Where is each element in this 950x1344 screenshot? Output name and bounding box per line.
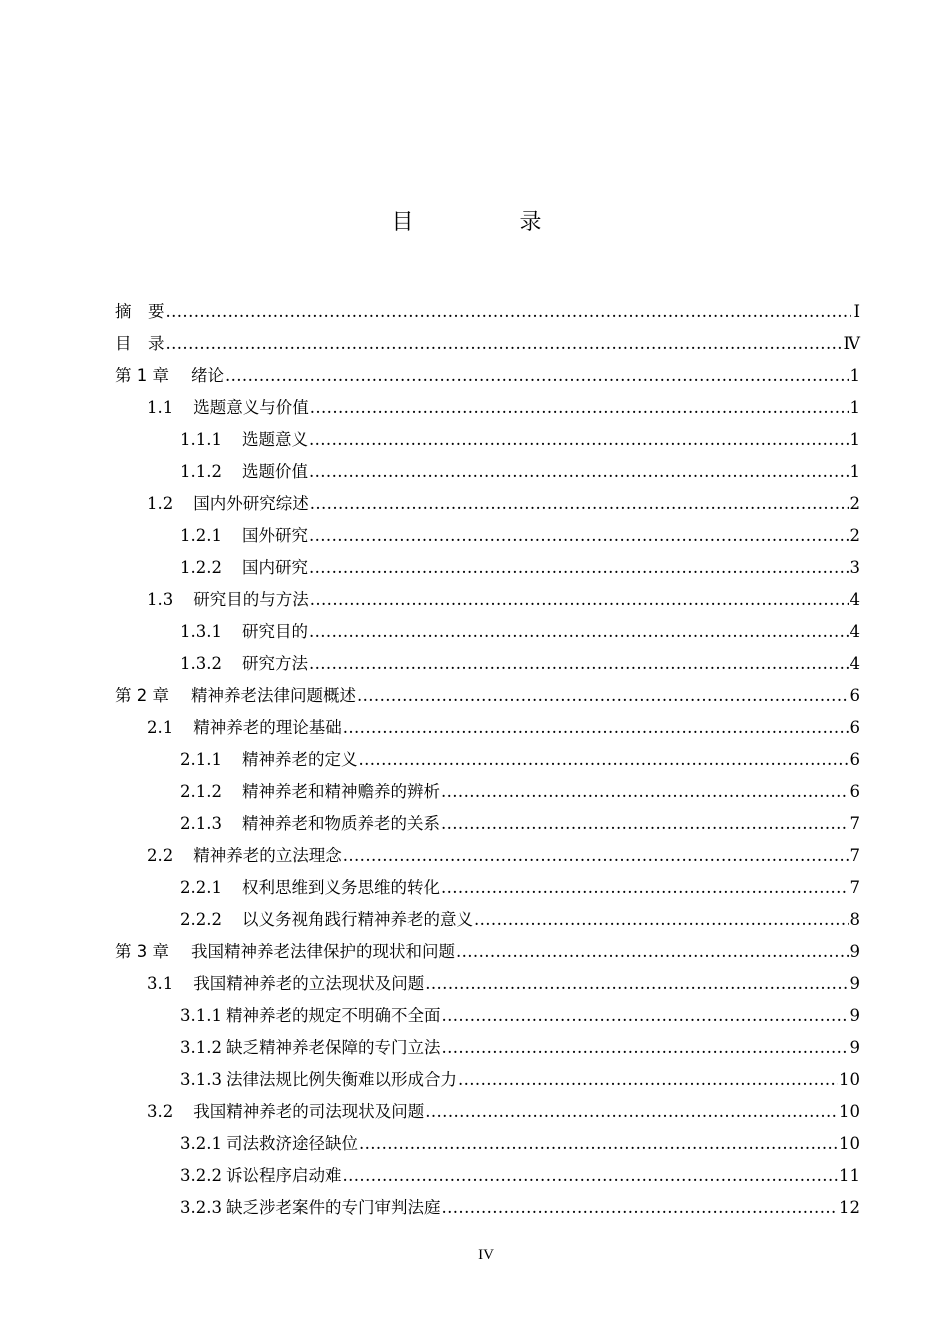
dot-leader [458, 1070, 838, 1089]
toc-entry-label: 权利思维到义务思维的转化 [241, 878, 440, 897]
dot-leader [441, 878, 849, 897]
table-of-contents [115, 298, 860, 1226]
toc-title: 目 录 [391, 210, 584, 235]
toc-entry-label: 国外研究 [241, 526, 308, 545]
dot-leader [309, 622, 849, 641]
toc-entry-label: 选题价值 [241, 462, 308, 481]
toc-entry-page: 1 [849, 366, 860, 385]
toc-entry[interactable] [115, 778, 860, 810]
toc-entry[interactable] [115, 1194, 860, 1226]
toc-entry-number: 2.1.3 [180, 814, 222, 833]
toc-entry-page: 10 [839, 1134, 860, 1153]
toc-entry-page: 10 [839, 1070, 860, 1089]
toc-entry-number: 3.1.1 [180, 1006, 222, 1025]
toc-entry[interactable] [115, 1130, 860, 1162]
dot-leader [359, 1134, 838, 1153]
dot-leader [441, 814, 849, 833]
dot-leader [310, 494, 849, 513]
dot-leader [309, 462, 849, 481]
toc-entry-number: 第 2 章 [115, 686, 169, 705]
toc-entry-page: 4 [849, 654, 860, 673]
toc-entry-number: 第 3 章 [115, 942, 169, 961]
toc-entry-label: 选题意义与价值 [193, 398, 309, 417]
toc-entry[interactable] [115, 970, 860, 1002]
toc-entry[interactable] [115, 650, 860, 682]
toc-entry[interactable] [115, 1098, 860, 1130]
toc-entry-number: 2.1.2 [180, 782, 222, 801]
toc-entry[interactable] [115, 618, 860, 650]
dot-leader [310, 590, 849, 609]
toc-entry-label: 法律法规比例失衡难以形成合力 [225, 1070, 457, 1089]
toc-entry-page: 9 [849, 1038, 860, 1057]
toc-entry-page: 9 [849, 974, 860, 993]
toc-entry-page: 11 [839, 1166, 860, 1185]
toc-entry-label: 精神养老和物质养老的关系 [241, 814, 440, 833]
toc-entry[interactable] [115, 1162, 860, 1194]
toc-entry[interactable] [115, 522, 860, 554]
dot-leader [166, 302, 852, 321]
dot-leader [343, 718, 849, 737]
toc-entry-page: 4 [849, 622, 860, 641]
toc-entry-page: 7 [849, 846, 860, 865]
toc-entry[interactable] [115, 298, 860, 330]
dot-leader [358, 750, 848, 769]
toc-entry-label: 选题意义 [241, 430, 308, 449]
toc-entry-label: 精神养老和精神赡养的辨析 [241, 782, 440, 801]
dot-leader [310, 398, 849, 417]
toc-entry-page: 9 [849, 1006, 860, 1025]
toc-entry-number: 1.2.1 [180, 526, 222, 545]
toc-entry-page: 12 [839, 1198, 860, 1217]
toc-entry-page: 1 [849, 430, 860, 449]
dot-leader [309, 526, 849, 545]
toc-entry-label: 诉讼程序启动难 [225, 1166, 342, 1185]
dot-leader [225, 366, 849, 385]
toc-entry-label: 精神养老的立法理念 [193, 846, 342, 865]
toc-entry-page: 6 [849, 686, 860, 705]
toc-entry-page: 7 [849, 814, 860, 833]
toc-entry[interactable] [115, 330, 860, 362]
toc-entry-number: 3.2 [147, 1102, 174, 1121]
dot-leader [357, 686, 849, 705]
toc-entry-number: 3.2.3 [180, 1198, 222, 1217]
toc-entry-page: 1 [849, 398, 860, 417]
dot-leader [425, 974, 848, 993]
toc-entry-label: 我国精神养老的司法现状及问题 [193, 1102, 425, 1121]
toc-entry[interactable] [115, 490, 860, 522]
dot-leader [342, 1166, 838, 1185]
dot-leader [441, 1198, 838, 1217]
toc-entry-number: 3.2.2 [180, 1166, 222, 1185]
toc-entry-label: 以义务视角践行精神养老的意义 [241, 910, 473, 929]
dot-leader [441, 782, 849, 801]
toc-entry-number: 3.1 [147, 974, 174, 993]
toc-entry-number: 3.2.1 [180, 1134, 222, 1153]
toc-entry-page: 2 [849, 526, 860, 545]
toc-entry-number: 1.1.1 [180, 430, 222, 449]
dot-leader [425, 1102, 838, 1121]
toc-entry-label: 绪论 [191, 366, 224, 385]
toc-entry-page: 3 [849, 558, 860, 577]
toc-entry-label: 精神养老的定义 [241, 750, 358, 769]
toc-entry-label: 我国精神养老的立法现状及问题 [193, 974, 425, 993]
dot-leader [343, 846, 849, 865]
toc-entry-label: 国内研究 [241, 558, 308, 577]
toc-entry-number: 3.1.3 [180, 1070, 222, 1089]
toc-entry-label: 目 录 [115, 334, 165, 353]
dot-leader [166, 334, 843, 353]
toc-entry[interactable] [115, 682, 860, 714]
dot-leader [441, 1006, 848, 1025]
toc-entry-number: 1.3.1 [180, 622, 222, 641]
toc-entry-page: 7 [849, 878, 860, 897]
toc-entry-label: 研究目的与方法 [193, 590, 309, 609]
toc-entry[interactable] [115, 874, 860, 906]
toc-entry[interactable] [115, 906, 860, 938]
toc-entry[interactable] [115, 362, 860, 394]
toc-entry[interactable] [115, 1002, 860, 1034]
toc-entry[interactable] [115, 394, 860, 426]
toc-entry-label: 缺乏精神养老保障的专门立法 [225, 1038, 441, 1057]
toc-entry[interactable] [115, 426, 860, 458]
toc-entry[interactable] [115, 842, 860, 874]
toc-entry-number: 2.2 [147, 846, 174, 865]
toc-entry-page: Ⅳ [843, 334, 860, 353]
toc-entry-label: 缺乏涉老案件的专门审判法庭 [225, 1198, 441, 1217]
toc-entry-number: 2.2.1 [180, 878, 222, 897]
toc-entry[interactable] [115, 746, 860, 778]
toc-entry-number: 1.2.2 [180, 558, 222, 577]
toc-entry[interactable] [115, 1034, 860, 1066]
toc-entry-label: 精神养老法律问题概述 [191, 686, 356, 705]
toc-entry-page: 9 [849, 942, 860, 961]
page-number-footer: IV [478, 1247, 494, 1263]
toc-entry-number: 2.1.1 [180, 750, 222, 769]
dot-leader [474, 910, 849, 929]
toc-entry-number: 3.1.2 [180, 1038, 222, 1057]
toc-entry[interactable] [115, 554, 860, 586]
toc-entry[interactable] [115, 1066, 860, 1098]
toc-entry-label: 国内外研究综述 [193, 494, 309, 513]
toc-entry[interactable] [115, 938, 860, 970]
toc-entry-page: 6 [849, 782, 860, 801]
toc-entry-page: 4 [849, 590, 860, 609]
toc-entry-page: Ⅰ [853, 302, 860, 321]
toc-entry-label: 精神养老的理论基础 [193, 718, 342, 737]
dot-leader [456, 942, 849, 961]
toc-entry-number: 2.2.2 [180, 910, 222, 929]
toc-entry-number: 1.2 [147, 494, 174, 513]
toc-entry[interactable] [115, 714, 860, 746]
toc-entry-label: 摘 要 [115, 302, 165, 321]
toc-entry-number: 2.1 [147, 718, 174, 737]
dot-leader [309, 430, 849, 449]
toc-entry-number: 第 1 章 [115, 366, 169, 385]
toc-entry-label: 我国精神养老法律保护的现状和问题 [191, 942, 455, 961]
toc-entry-page: 2 [849, 494, 860, 513]
toc-entry-label: 研究方法 [241, 654, 308, 673]
toc-entry[interactable] [115, 810, 860, 842]
toc-entry-number: 1.1 [147, 398, 174, 417]
toc-entry-page: 10 [839, 1102, 860, 1121]
toc-entry-page: 6 [849, 718, 860, 737]
toc-entry-page: 1 [849, 462, 860, 481]
dot-leader [309, 654, 849, 673]
toc-entry-page: 8 [849, 910, 860, 929]
toc-entry-label: 精神养老的规定不明确不全面 [225, 1006, 441, 1025]
dot-leader [441, 1038, 848, 1057]
toc-entry-number: 1.1.2 [180, 462, 222, 481]
toc-entry-number: 1.3 [147, 590, 174, 609]
toc-entry-label: 司法救济途径缺位 [225, 1134, 358, 1153]
toc-entry-page: 6 [849, 750, 860, 769]
dot-leader [309, 558, 849, 577]
toc-entry[interactable] [115, 586, 860, 618]
toc-entry[interactable] [115, 458, 860, 490]
toc-entry-number: 1.3.2 [180, 654, 222, 673]
toc-entry-label: 研究目的 [241, 622, 308, 641]
